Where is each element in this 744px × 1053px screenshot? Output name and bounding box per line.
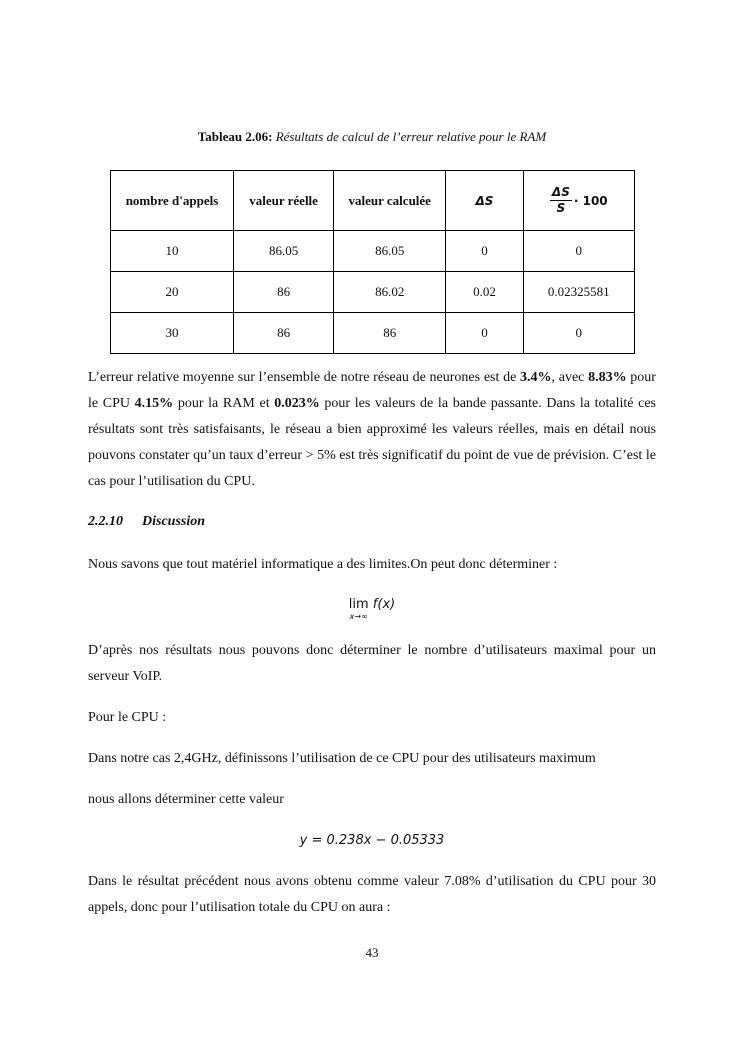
table-row <box>111 231 635 272</box>
paragraph-relative-error <box>88 365 656 495</box>
caption-text: Résultats de calcul de l’erreur relative pour le RAM <box>275 129 547 144</box>
fraction-numerator: ΔS <box>551 185 570 199</box>
text-case: Dans notre cas 2,4GHz, définissons l’utilisation de ce CPU pour des utilisateurs maximum <box>88 751 596 766</box>
section-heading <box>88 514 205 530</box>
paragraph-results: D’après nos résultats nous pouvons donc déterminer le nombre d’utilisateurs maximal pour un serveur VoIP. <box>88 643 656 684</box>
paragraph-cpu-result: Dans le résultat précédent nous avons obtenu comme valeur 7.08% d’utilisation du CPU pour 30 appels, donc pour l’utilisation totale du CPU on aura : <box>88 874 656 915</box>
table-cell: 10 <box>111 231 234 272</box>
page-number: 43 <box>365 945 379 960</box>
section-number: 2.2.10 <box>88 514 123 529</box>
header-nombre-appels: nombre d'appels <box>111 171 234 231</box>
table-cell: 86 <box>234 313 334 354</box>
table-header-row <box>111 171 635 231</box>
table-cell: 0.02325581 <box>523 272 634 313</box>
results-table <box>110 170 635 354</box>
header-delta-s <box>446 171 523 231</box>
table-cell: 0.02 <box>446 272 523 313</box>
limit-subscript: x→∞ <box>349 612 368 621</box>
bold-value: 8.83% <box>588 370 627 385</box>
table-cell: 86.05 <box>334 231 446 272</box>
table-cell: 20 <box>111 272 234 313</box>
formula-linear: y = 0.238x − 0.05333 <box>299 833 445 848</box>
table-cell: 86 <box>334 313 446 354</box>
caption-label: Tableau 2.06: <box>197 129 273 144</box>
fraction-multiplier: · 100 <box>573 193 608 208</box>
formula-limit <box>0 597 744 622</box>
table-cell: 86.05 <box>234 231 334 272</box>
text-span: pour le CPU <box>88 370 656 411</box>
text-value: nous allons déterminer cette valeur <box>88 792 284 807</box>
limit-expression: f(x) <box>372 597 396 612</box>
table-cell: 86 <box>234 272 334 313</box>
table-row <box>111 313 635 354</box>
header-valeur-calculee: valeur calculée <box>334 171 446 231</box>
text-limits: Nous savons que tout matériel informatique a des limites.On peut donc déterminer : <box>88 557 558 572</box>
bold-value: 3.4% <box>520 370 552 385</box>
table-cell: 30 <box>111 313 234 354</box>
table-cell: 86.02 <box>334 272 446 313</box>
limit-op-text: lim <box>348 597 369 612</box>
bold-value: 4.15% <box>134 396 174 411</box>
limit-operator <box>349 597 369 622</box>
text-span: pour les valeurs de la bande passante. Dans la totalité ces résultats sont très satisfaisants, le réseau a bien approximé les valeurs réelles, mais en détail nous pouvons constater qu’un taux d’erreur > 5% est très significatif du point de vue de prévision. C’est le cas pour l’utilisation du CPU. <box>88 396 657 489</box>
table-cell: 0 <box>523 231 634 272</box>
header-delta-s-text: ΔS <box>475 193 494 208</box>
header-valeur-reelle: valeur réelle <box>234 171 334 231</box>
section-title: Discussion <box>142 514 206 529</box>
text-cpu: Pour le CPU : <box>88 710 167 725</box>
table-cell: 0 <box>446 313 523 354</box>
table-caption <box>0 129 744 145</box>
header-fraction <box>550 185 572 216</box>
fraction-denominator: S <box>556 201 566 215</box>
table-cell: 0 <box>446 231 523 272</box>
text-span: L’erreur relative moyenne sur l’ensemble de notre réseau de neurones est de <box>88 370 521 385</box>
text-span: pour la RAM et <box>173 396 275 411</box>
text-span: , avec <box>551 370 589 385</box>
header-relative-percent <box>523 171 634 231</box>
bold-value: 0.023% <box>274 396 320 411</box>
table-cell: 0 <box>523 313 634 354</box>
table-row <box>111 272 635 313</box>
